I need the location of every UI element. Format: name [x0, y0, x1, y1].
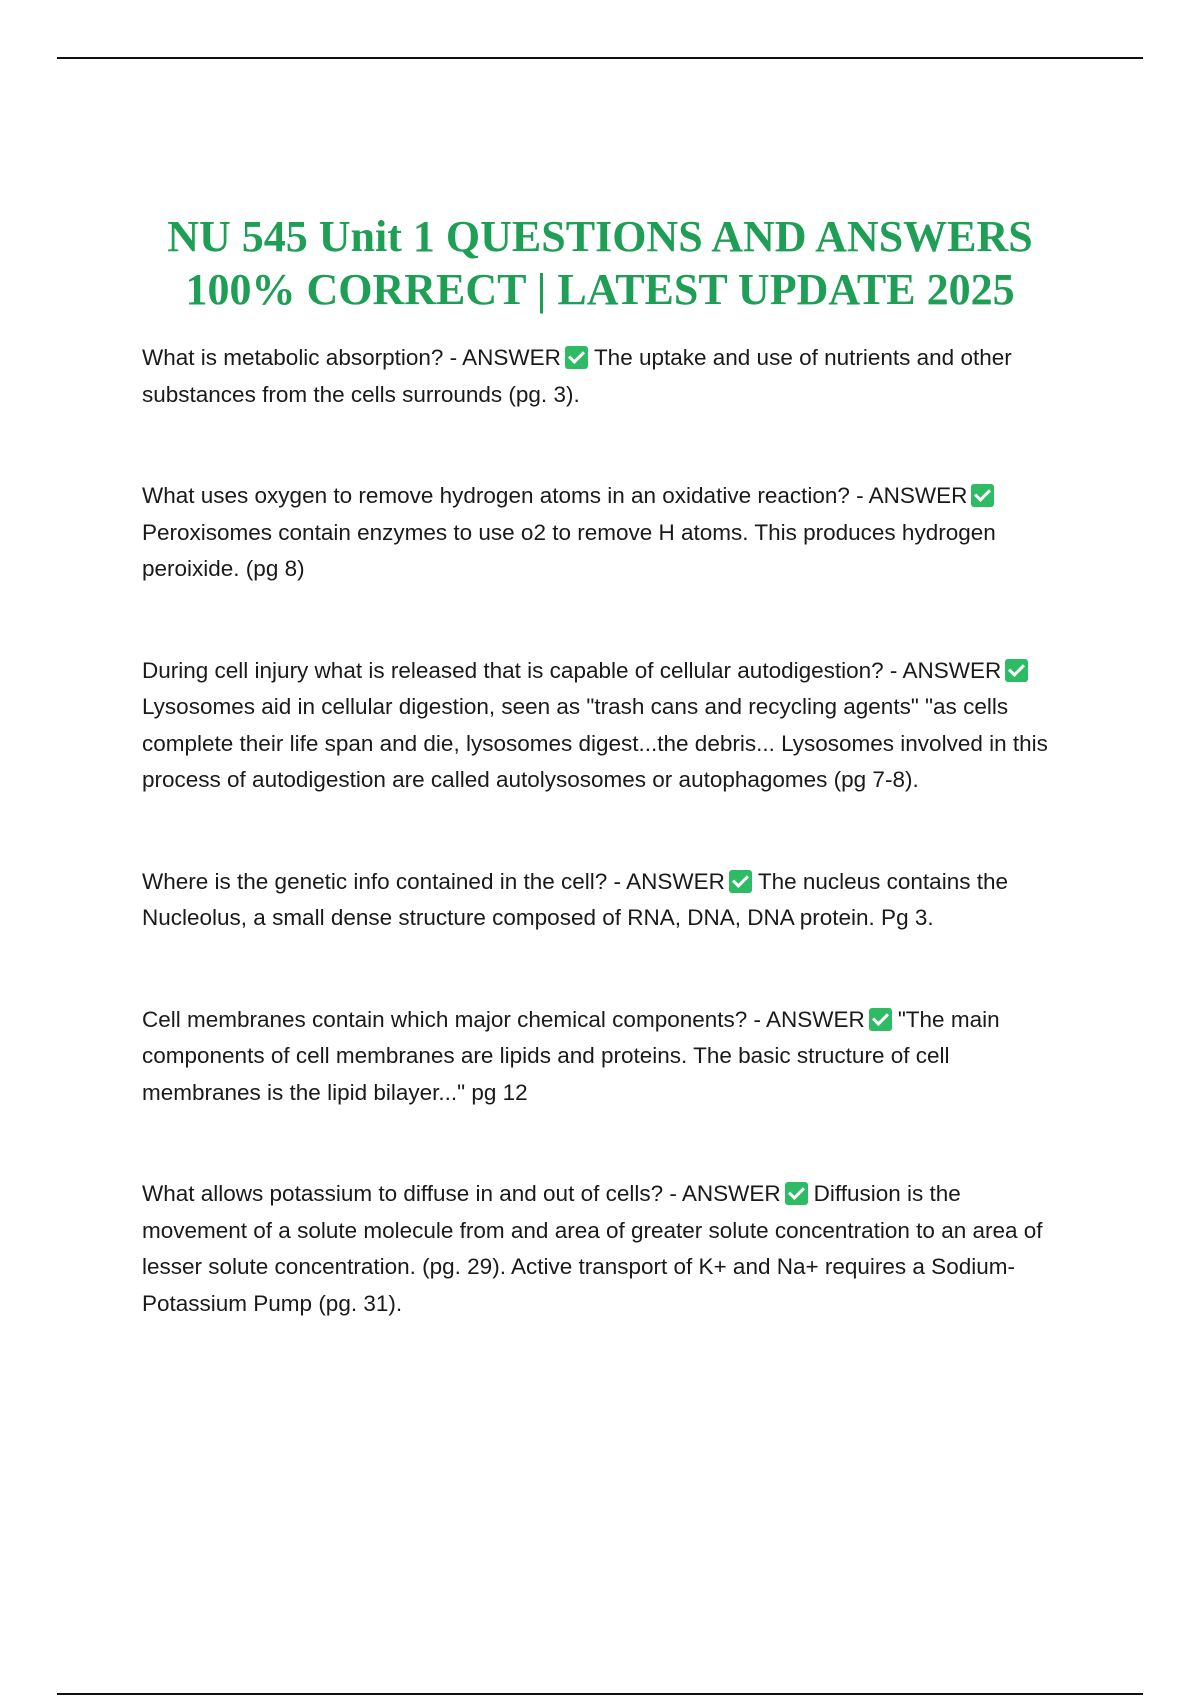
answer-label: ANSWER: [681, 1181, 781, 1206]
question-text: During cell injury what is released that is capable of cellular autodigestion?: [142, 657, 884, 683]
answer-text: Peroxisomes contain enzymes to use o2 to remove H atoms. This produces hydrogen peroixide. (pg 8): [142, 519, 996, 581]
check-box-icon: [785, 1182, 808, 1205]
separator: -: [443, 345, 463, 370]
question-text: Cell membranes contain which major chemical components?: [142, 1006, 748, 1032]
answer-label: ANSWER: [462, 345, 561, 370]
check-box-icon: [1005, 659, 1028, 682]
answer-label: ANSWER: [626, 868, 725, 894]
qa-item: [142, 478, 1072, 588]
title-line-2: 100% CORRECT | LATEST UPDATE 2025: [185, 265, 1015, 314]
qa-item: [142, 1176, 1072, 1322]
answer-text: "The main components of cell membranes are lipids and proteins. The basic structure of cell membranes is the lipid bilayer..." pg 12: [142, 1006, 1000, 1105]
answer-label: ANSWER: [868, 483, 968, 508]
qa-item: [142, 864, 1072, 937]
document-title: [100, 210, 1100, 316]
top-rule: [57, 57, 1143, 59]
qa-item: [142, 1002, 1072, 1112]
question-text: What allows potassium to diffuse in and out of cells?: [142, 1181, 664, 1206]
question-text: What uses oxygen to remove hydrogen atoms in an oxidative reaction?: [142, 483, 850, 508]
qa-list: [142, 340, 1072, 1322]
answer-label: ANSWER: [902, 657, 1002, 683]
separator: -: [849, 483, 869, 508]
bottom-rule: [57, 1693, 1143, 1695]
question-text: What is metabolic absorption?: [142, 345, 444, 370]
check-box-icon: [971, 484, 994, 507]
separator: -: [747, 1006, 767, 1032]
check-box-icon: [729, 870, 752, 893]
title-line-1: NU 545 Unit 1 QUESTIONS AND ANSWERS: [167, 212, 1033, 261]
separator: -: [663, 1181, 682, 1206]
answer-text: The uptake and use of nutrients and other substances from the cells surrounds (pg. 3).: [142, 345, 1012, 407]
answer-text: Diffusion is the movement of a solute molecule from and area of greater solute concentration to an area of lesser solute concentration. (pg. 29). Active transport of K+ and Na+ requires a Sodium-Potassium Pump (pg. 31).: [142, 1181, 1043, 1316]
check-box-icon: [869, 1008, 892, 1031]
qa-item: [142, 340, 1072, 413]
answer-label: ANSWER: [766, 1006, 865, 1032]
separator: -: [607, 868, 627, 894]
question-text: Where is the genetic info contained in the cell?: [142, 868, 608, 894]
check-box-icon: [565, 346, 588, 369]
separator: -: [883, 657, 903, 683]
answer-text: Lysosomes aid in cellular digestion, seen as "trash cans and recycling agents" "as cells complete their life span and die, lysosomes digest...the debris... Lysosomes involved in this process of autodigestion are called autolysosomes or autophagomes (pg 7-8).: [142, 694, 1048, 792]
answer-text: The nucleus contains the Nucleolus, a small dense structure composed of RNA, DNA, DNA protein. Pg 3.: [142, 868, 1008, 930]
qa-item: [142, 653, 1072, 799]
